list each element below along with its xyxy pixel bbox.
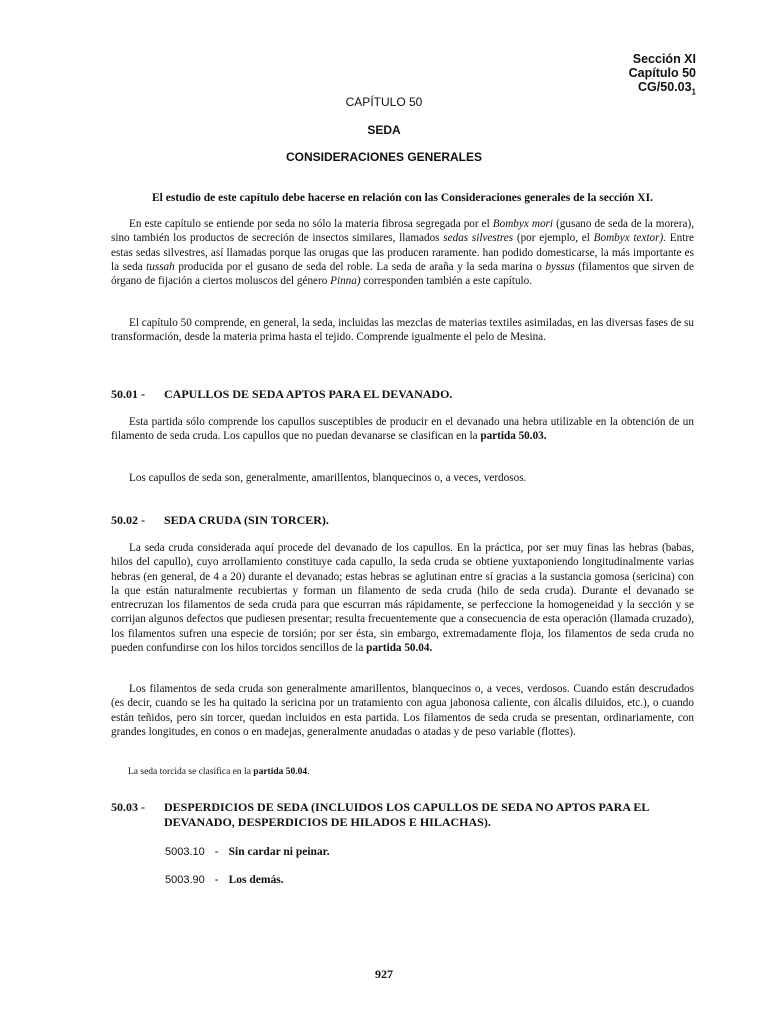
subheading-label: Sin cardar ni peinar. <box>228 846 330 858</box>
heading-number: 50.03 - <box>111 800 145 814</box>
p1-text-d: Entre estas sedas silvestres, así llamadas porque las orugas que las producen raramente. han podido domesticarse, la más importante es la seda <box>111 232 695 273</box>
subheading-dash: - <box>214 874 219 886</box>
note-reference: partida 50.04 <box>253 767 308 777</box>
paragraph-3 <box>111 415 694 444</box>
heading-title: DESPERDICIOS DE SEDA (INCLUIDOS LOS CAPULLOS DE SEDA NO APTOS PARA EL DEVANADO, DESPERDICIOS DE HILADOS E HILACHAS). <box>164 800 649 829</box>
chapter-name: SEDA <box>367 123 401 137</box>
chapter-label: Capítulo 50 <box>628 66 696 80</box>
heading-50-02 <box>111 513 694 528</box>
section-label: Sección XI <box>632 52 696 66</box>
subheading-5003-10 <box>165 845 330 859</box>
note-end: . <box>307 767 310 777</box>
p1-text-c: (por ejemplo, el <box>513 232 594 245</box>
heading-title: CAPULLOS DE SEDA APTOS PARA EL DEVANADO. <box>164 387 453 401</box>
subheading-code: 5003.10 <box>165 846 205 858</box>
subheading-dash: - <box>214 846 219 858</box>
p1-text-e: producida por el gusano de seda del roble. La seda de araña y la seda marina o <box>174 260 546 273</box>
document-code-main: CG/50.03 <box>638 80 692 94</box>
document-code-sub: 1 <box>691 87 696 97</box>
p1-italic-4: tussah <box>146 260 175 273</box>
paragraph-4: Los capullos de seda son, generalmente, amarillentos, blanquecinos o, a veces, verdosos. <box>129 472 527 484</box>
p1-italic-6: Pinna) <box>330 275 361 288</box>
chapter-title: CAPÍTULO 50 <box>345 95 423 109</box>
footnote <box>128 766 310 778</box>
p1-text-g: corresponden también a este capítulo. <box>360 275 533 288</box>
heading-number: 50.02 - <box>111 513 145 527</box>
heading-50-03 <box>111 800 694 830</box>
p5-reference: partida 50.04. <box>366 642 433 655</box>
p1-text-f: (filamentos que sirven de órgano de fijación a ciertos moluscos del género <box>111 260 694 288</box>
subheading-label: Los demás. <box>228 874 284 886</box>
paragraph-6: Los filamentos de seda cruda son generalmente amarillentos, blanquecinos o, a veces, verdosos. Cuando están descrudados (es decir, cuando se les ha quitado la sericina por un tratamiento con agua jabonosa caliente, con álcalis diluidos, etc.), o cuando están teñidos, pero sin torcer, quedan incluidos en esta partida. Los filamentos de seda cruda se presentan, ordinariamente, con grandes longitudes, en conos o en madejas, generalmente anudadas o atadas y de peso variable (flottes). <box>111 683 694 738</box>
p3-text: Esta partida sólo comprende los capullos susceptibles de producir en el devanado una hebra utilizable en la obtención de un filamento de seda cruda. Los capullos que no puedan devanarse se clasifican en la <box>111 416 694 443</box>
paragraph-1 <box>111 217 694 288</box>
page-header <box>629 52 696 100</box>
intro-note: El estudio de este capítulo debe hacerse en relación con las Consideraciones generales de la sección XI. <box>152 192 653 204</box>
paragraph-2: El capítulo 50 comprende, en general, la seda, incluidas las mezclas de materias textiles asimiladas, en las diversas fases de su transformación, desde la materia prima hasta el tejido. Comprende igualmente el pelo de Mesina. <box>111 317 694 344</box>
p1-text-b: (gusano de seda de la morera), sino también los productos de secreción de insectos similares, llamados <box>111 218 694 245</box>
subheading-5003-90 <box>165 873 284 887</box>
page-number: 927 <box>375 967 393 981</box>
note-text: La seda torcida se clasifica en la <box>128 767 254 777</box>
paragraph-5 <box>111 541 694 655</box>
heading-number: 50.01 - <box>111 387 145 401</box>
subheading-code: 5003.90 <box>165 874 205 886</box>
p1-italic-2: sedas silvestres <box>443 232 514 245</box>
p1-italic-1: Bombyx mori <box>492 218 554 230</box>
chapter-subtitle: CONSIDERACIONES GENERALES <box>285 150 483 164</box>
p3-reference: partida 50.03. <box>480 430 547 443</box>
p1-italic-3: Bombyx textor). <box>593 232 667 245</box>
p5-text: La seda cruda considerada aquí procede del devanado de los capullos. En la práctica, por ser muy finas las hebras (babas, hilos del capullo), cuyo arrollamiento constituye cada capullo, la seda cruda se obtiene yuxtaponiendo longitudinalmente varias hebras (en general, de 4 a 20) durante el devanado; estas hebras se aglutinan entre sí gracias a la sustancia gomosa (sericina) con la que están naturalmente recubiertas y forman un filamento de seda cruda (hilo de seda cruda). Durante el devanado se entrecruzan los filamentos de seda cruda para que escurran más rápidamente, se perfeccione la homogeneidad y la sección y se corrijan algunos defectos que pudiesen presentar; resulta frecuentemente que a consecuencia de esta operación (llamada cruzado), los filamentos sufren una especie de torsión; por ser ésta, sin embargo, extremadamente floja, los filamentos de seda cruda no pueden confundirse con los hilos torcidos sencillos de la <box>111 542 694 655</box>
heading-title: SEDA CRUDA (SIN TORCER). <box>164 513 329 527</box>
p1-text-a: En este capítulo se entiende por seda no sólo la materia fibrosa segregada por el <box>129 218 493 230</box>
p1-italic-5: byssus <box>545 260 575 273</box>
heading-50-01 <box>111 387 694 402</box>
